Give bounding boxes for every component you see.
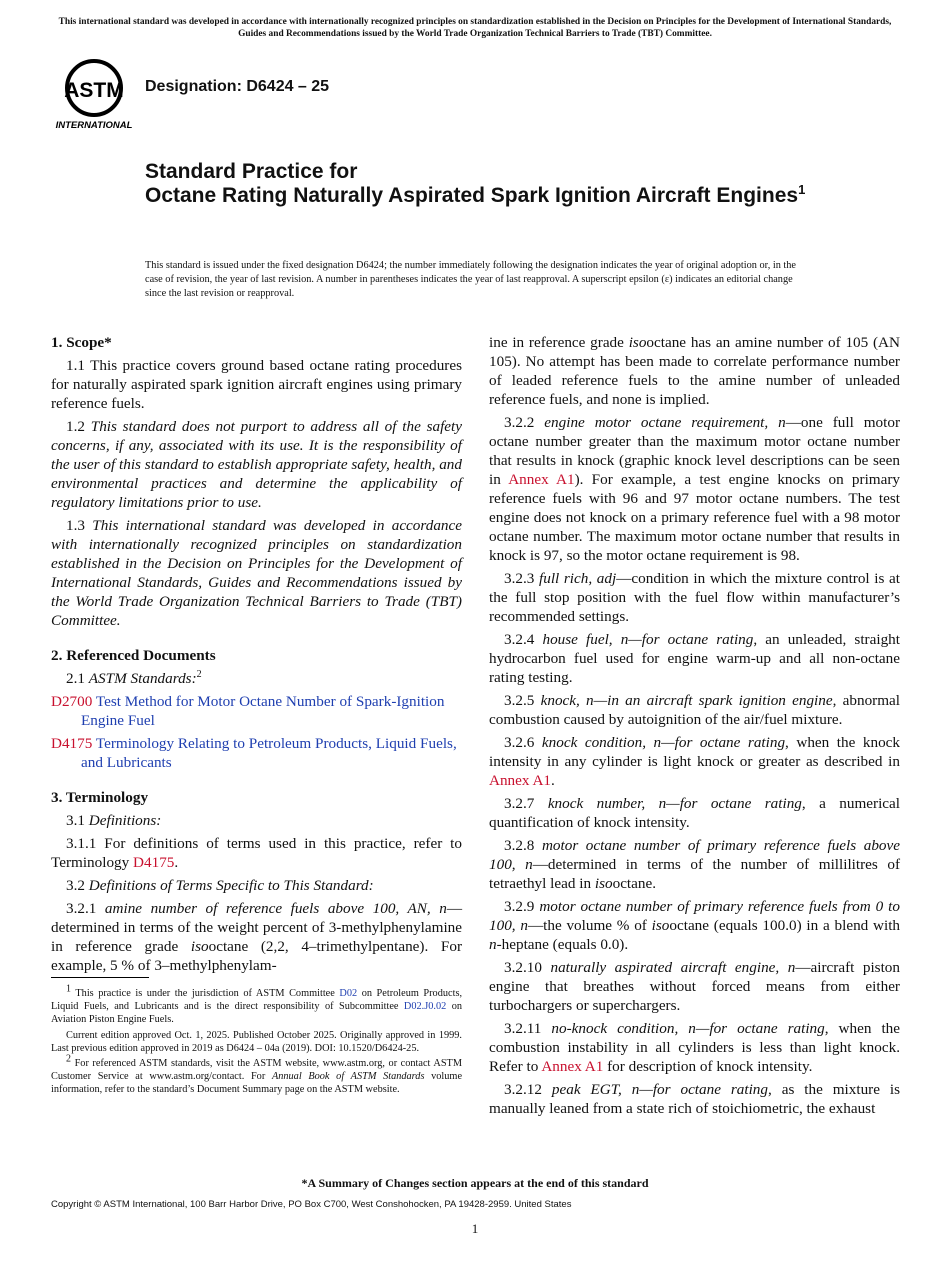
para-3-2-6: 3.2.6 knock condition, n—for octane rating, when the knock intensity in any cylinder is light knock or greater as described in Annex A1. [489, 734, 900, 789]
link-annex-a1[interactable]: Annex A1 [541, 1058, 604, 1075]
footnote-divider [51, 977, 149, 978]
para-3-1: 3.1 Definitions: [66, 812, 162, 829]
footnote-1: $^1$ This practice is under the jurisdiction of ASTM Committee D02 on Petroleum Products, Liquid Fuels, and Lubricants and is the direct responsibility of Subcommittee D02.J0.02 on Aviation Piston Engine Fuels. [51, 983, 463, 1026]
link-annex-a1[interactable]: Annex A1 [508, 471, 575, 488]
para-3-2: 3.2 Definitions of Terms Specific to This Standard: [66, 877, 374, 894]
designation: Designation: D6424 – 25 [145, 78, 330, 95]
para-3-2-9: 3.2.9 motor octane number of primary reference fuels from 0 to 100, n—the volume % of isooctane (equals 100.0) in a blend with n-heptane (equals 0.0). [489, 898, 901, 953]
link-d02[interactable]: D02 [339, 988, 358, 999]
section-heading-scope: 1. Scope* [51, 334, 112, 351]
logo-subtext: INTERNATIONAL [55, 120, 133, 131]
astm-logo [54, 56, 134, 132]
para-3-2-2: 3.2.2 engine motor octane requirement, n—one full motor octane number greater than the maximum motor octane number that results in knock (graphic knock level descriptions can be seen in Annex A1). For example, a test engine knocks on primary reference fuels with 96 and 97 motor octane numbers. The test engine does not knock on a primary reference fuel with a 98 motor octane number. The maximum motor octane number that results in knock is 97, so the motor octane requirement is 98. [489, 414, 901, 564]
title-footnote-ref[interactable]: 1 [798, 182, 806, 197]
para-3-2-12: 3.2.12 peak EGT, n—for octane rating, as the mixture is manually leaned from a state rich of stoichiometric, the exhaust [489, 1081, 901, 1117]
logo-text: ASTM [64, 79, 124, 102]
para-3-1-1: 3.1.1 For definitions of terms used in this practice, refer to Terminology D4175. [51, 835, 462, 871]
para-3-2-5: 3.2.5 knock, n—in an aircraft spark ignition engine, abnormal combustion caused by autoignition of the air/fuel mixture. [489, 692, 901, 728]
footnote-2: $^2$ For referenced ASTM standards, visit the ASTM website, www.astm.org, or contact ASTM Customer Service at www.astm.org/contact. For Annual Book of ASTM Standards volume information, refer to the standard’s Document Summary page on the ASTM website. [51, 1053, 463, 1096]
link-d4175[interactable]: D4175 [133, 854, 175, 871]
title-line2: Octane Rating Naturally Aspirated Spark Ignition Aircraft Engines [145, 184, 799, 207]
para-3-2-1-cont: ine in reference grade isooctane has an amine number of 105 (AN 105). No attempt has been made to correlate performance number of leaded reference fuels to the amine number of unleaded reference fuels, and none is implied. [489, 334, 900, 408]
para-2-1: 2.1 ASTM Standards:$^2$ [66, 668, 202, 687]
right-column [489, 333, 900, 1122]
document-title [145, 160, 845, 208]
ref-d2700[interactable] [51, 692, 462, 730]
footnotes [51, 983, 463, 1099]
section-heading-referenced: 2. Referenced Documents [51, 647, 216, 664]
section-heading-terminology: 3. Terminology [51, 789, 149, 806]
para-1-3: 1.3 This international standard was developed in accordance with internationally recognized principles on standardization established in the Decision on Principles for the Development of International Standards, Guides and Recommendations issued by the World Trade Organization Technical Barriers to Trade (TBT) Committee. [51, 517, 463, 629]
link-d02-j0-02[interactable]: D02.J0.02 [403, 1001, 447, 1013]
para-3-2-4: 3.2.4 house fuel, n—for octane rating, an unleaded, straight hydrocarbon fuel used for engine warm-up and all non-octane rating testing. [489, 631, 900, 686]
link-annex-a1[interactable]: Annex A1 [489, 772, 552, 789]
para-1-1: 1.1 This practice covers ground based octane rating procedures for naturally aspirated spark ignition aircraft engines using primary reference fuels. [51, 357, 462, 412]
para-3-2-7: 3.2.7 knock number, n—for octane rating, a numerical quantification of knock intensity. [489, 795, 901, 831]
left-column [51, 333, 462, 979]
para-3-2-10: 3.2.10 naturally aspirated aircraft engine, n—aircraft piston engine that breathes without forced means from either turbochargers or superchargers. [489, 959, 900, 1014]
para-3-2-1: 3.2.1 amine number of reference fuels above 100, AN, n—determined in terms of the weight percent of 3-methylphenylamine in reference grade isooctane (2,2, 4–trimethylpentane). For example, 5 % of 3–methylphenylam- [51, 900, 463, 974]
ref-d4175[interactable] [51, 734, 462, 772]
title-line1: Standard Practice for [145, 160, 358, 183]
para-3-2-8: 3.2.8 motor octane number of primary reference fuels above 100, n—determined in terms of the number of millilitres of tetraethyl lead in isooctane. [489, 837, 901, 892]
page-number: 1 [471, 1221, 479, 1236]
issue-note: This standard is issued under the fixed designation D6424; the number immediately following the designation indicates the year of original adoption or, in the case of revision, the year of last revision. A number in parentheses indicates the year of last reapproval. A superscript epsilon (ε) indicates an editorial change since the last revision or reapproval. [145, 260, 797, 299]
para-3-2-3: 3.2.3 full rich, adj—condition in which the mixture control is at the full stop position with the fuel flow within manufacturer’s recommended settings. [489, 570, 901, 625]
summary-of-changes-note: *A Summary of Changes section appears at the end of this standard [301, 1176, 649, 1190]
ref-d4175-title[interactable]: Terminology Relating to Petroleum Products, Liquid Fuels, and Lubricants [81, 735, 457, 771]
para-1-2: 1.2 This standard does not purport to address all of the safety concerns, if any, associated with its use. It is the responsibility of the user of this standard to establish appropriate safety, health, and environmental practices and determine the applicability of regulatory limitations prior to use. [51, 418, 462, 511]
top-notice: This international standard was developed in accordance with internationally recognized principles on standardization established in the Decision on Principles for the Development of International Standards, Guides and Recommendations issued by the World Trade Organization Technical Barriers to Trade (TBT) Committee. [58, 17, 892, 39]
ref-d2700-title[interactable]: Test Method for Motor Octane Number of Spark-Ignition Engine Fuel [81, 693, 445, 729]
ref-d2700-code[interactable]: D2700 [51, 693, 93, 710]
copyright: Copyright © ASTM International, 100 Barr Harbor Drive, PO Box C700, West Conshohocken, PA 19428-2959. United States [51, 1199, 572, 1210]
ref-d4175-code[interactable]: D4175 [51, 735, 93, 752]
para-3-2-11: 3.2.11 no-knock condition, n—for octane rating, when the combustion instability in all cylinders is less than light knock. Refer to Annex A1 for description of knock intensity. [489, 1020, 901, 1075]
footnote-1-edition: Current edition approved Oct. 1, 2025. Published October 2025. Originally approved in 1999. Last previous edition approved in 2019 as D6424 – 04a (2019). DOI: 10.1520/D6424-25. [51, 1029, 462, 1054]
